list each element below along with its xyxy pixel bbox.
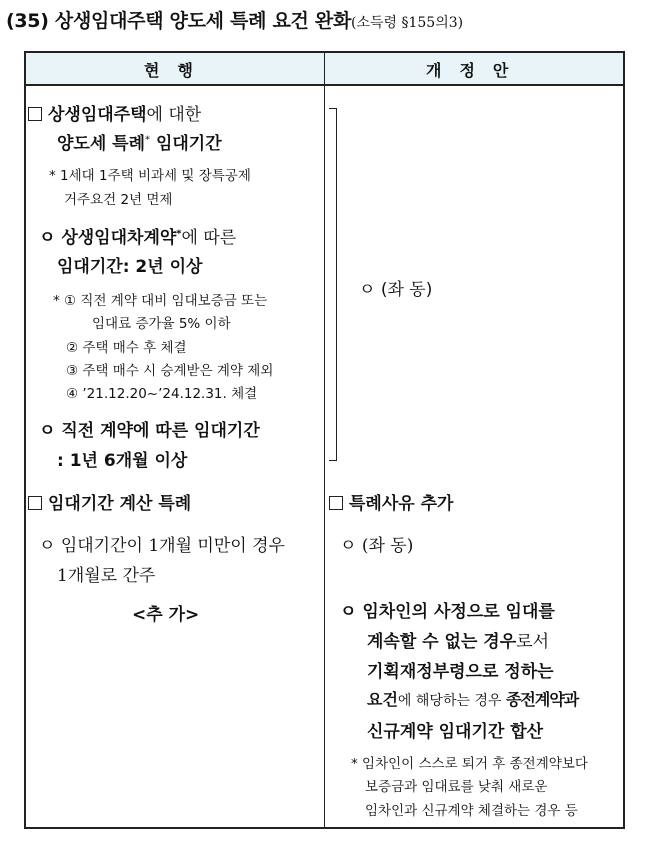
same-as-left-bracket: [329, 108, 337, 461]
comparison-table: [24, 51, 625, 829]
right-section2-heading: 특례사유 추가: [329, 489, 453, 514]
left-section2-heading: 임대기간 계산 특례: [28, 489, 191, 514]
left-add-label: <추 가>: [132, 605, 200, 625]
right-note-line1: * 임차인이 스스로 퇴거 후 종전계약보다: [351, 756, 588, 772]
left-note1-line2: 거주요건 2년 면제: [64, 192, 173, 208]
title-main: (35) 상생임대주택 양도세 특례 요건 완화: [6, 10, 351, 32]
left-item1-line2: 임대기간: 2년 이상: [57, 257, 203, 277]
header-proposal: 개정안: [426, 61, 527, 80]
left-note2-line1: * ① 직전 계약 대비 임대보증금 또는: [53, 293, 268, 309]
title-reference: (소득령 §155의3): [351, 15, 464, 31]
left-note1-line1: * 1세대 1주택 비과세 및 장특공제: [49, 168, 251, 184]
left-section1-heading: 상생임대주택에 대한: [28, 100, 201, 125]
left-item2-line1: ㅇ 직전 계약에 따른 임대기간: [39, 421, 260, 441]
square-bullet-icon: [28, 107, 42, 121]
right-same-as-left-1: ㅇ (좌 동): [359, 280, 433, 300]
left-note2-line4: ③ 주택 매수 시 승계받은 계약 제외: [66, 363, 274, 379]
left-section2-item-line2: 1개월로 간주: [57, 566, 156, 586]
right-new-item-line2: 계속할 수 없는 경우로서: [367, 632, 549, 652]
square-bullet-icon: [329, 496, 343, 510]
right-note-line3: 임차인과 신규계약 체결하는 경우 등: [365, 803, 578, 819]
left-item1-line1: ㅇ 상생임대차계약*에 따른: [39, 228, 237, 248]
document-title: [6, 6, 463, 33]
right-new-item-line1: ㅇ 임차인의 사정으로 임대를: [340, 602, 555, 622]
right-new-item-line4: 요건에 해당하는 경우 종전계약과: [367, 690, 579, 709]
right-new-item-line5: 신규계약 임대기간 합산: [367, 722, 544, 742]
square-bullet-icon: [28, 496, 42, 510]
left-note2-line2: 임대료 증가율 5% 이하: [92, 316, 231, 332]
right-note-line2: 보증금과 임대료를 낮춰 새로운: [365, 779, 548, 795]
header-current: 현행: [144, 61, 211, 80]
column-divider: [324, 53, 325, 827]
left-note2-line3: ② 주택 매수 후 체결: [66, 340, 187, 356]
left-section2-item-line1: ㅇ 임대기간이 1개월 미만이 경우: [39, 536, 285, 556]
right-same-as-left-2: ㅇ (좌 동): [340, 536, 414, 556]
left-item2-line2: : 1년 6개월 이상: [57, 451, 188, 471]
left-note2-line5: ④ ’21.12.20~’24.12.31. 체결: [66, 386, 258, 402]
left-section1-line2: 양도세 특례* 임대기간: [57, 134, 222, 154]
right-new-item-line3: 기획재정부령으로 정하는: [367, 662, 554, 682]
